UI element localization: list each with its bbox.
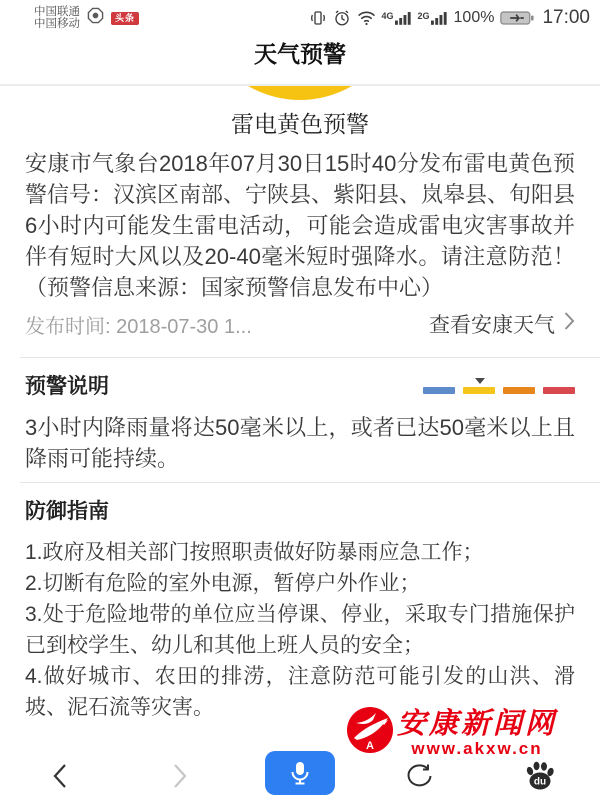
akxw-watermark — [346, 706, 557, 759]
severity-orange-bar — [503, 387, 535, 394]
defense-guide-section — [0, 499, 600, 723]
chevron-right-icon — [172, 763, 188, 792]
view-weather-label: 查看安康天气 — [429, 314, 555, 337]
carrier-1: 中国联通 — [34, 5, 80, 18]
section-divider — [20, 357, 600, 358]
guide-item: 2.切断有危险的室外电源，暂停户外作业； — [25, 572, 421, 595]
clock: 17:00 — [542, 7, 590, 28]
severity-blue-bar — [423, 387, 455, 394]
carrier-2: 中国移动 — [34, 18, 80, 30]
severity-red-bar — [543, 387, 575, 394]
baidu-paw-icon — [524, 761, 556, 794]
vibrate-icon — [309, 9, 327, 27]
guide-heading: 防御指南 — [25, 500, 109, 523]
akxw-site-url: www.akxw.cn — [411, 739, 543, 758]
alarm-icon — [333, 9, 351, 27]
svg-text:A: A — [366, 740, 374, 752]
severity-yellow-bar — [463, 387, 495, 394]
warning-description-section — [0, 374, 600, 474]
microphone-icon — [265, 751, 335, 795]
refresh-icon — [405, 762, 435, 793]
alert-title: 雷电黄色预警 — [231, 111, 369, 137]
carrier-names — [34, 6, 80, 31]
view-weather-link[interactable] — [429, 309, 575, 339]
publish-time: 发布时间: 2018-07-30 1... — [25, 315, 252, 338]
status-bar — [0, 0, 600, 34]
akxw-site-name: 安康新闻网 — [397, 706, 558, 740]
severity-scale — [423, 381, 575, 394]
toutiao-badge-icon: 头条 — [111, 12, 139, 25]
description-heading: 预警说明 — [25, 375, 109, 398]
alert-body: 安康市气象台2018年07月30日15时40分发布雷电黄色预警信号：汉滨区南部、宁陕县、紫阳县、岚皋县、旬阳县6小时内可能发生雷电活动，可能会造成雷电灾害事故并伴有短时大风以及20-40毫米短时强降水。请注意防范！（预警信息来源：国家预警信息发布中心） — [25, 151, 576, 300]
signal-4g-icon: 4G — [382, 10, 412, 26]
chevron-right-icon — [563, 311, 575, 337]
guide-item: 3.处于危险地带的单位应当停课、停业，采取专门措施保护已到校学生、幼儿和其他上班人员的安全； — [25, 603, 575, 657]
description-body: 3小时内降雨量将达50毫米以上，或者已达50毫米以上且降雨可能持续。 — [25, 415, 575, 471]
severity-pointer-icon — [475, 378, 485, 384]
svg-text:du: du — [533, 776, 547, 787]
section-divider — [20, 482, 600, 483]
warning-badge-icon — [197, 86, 403, 100]
page-title: 天气预警 — [254, 41, 346, 67]
battery-percent: 100% — [453, 9, 495, 26]
signal-2g-icon: 2G — [418, 10, 448, 26]
guide-item: 1.政府及相关部门按照职责做好防暴雨应急工作； — [25, 541, 484, 564]
alert-meta-row — [25, 311, 575, 337]
battery-charging-icon — [500, 10, 534, 26]
back-button[interactable] — [0, 763, 120, 792]
wifi-icon — [357, 10, 376, 26]
chevron-left-icon — [52, 763, 68, 792]
voice-search-button[interactable] — [240, 759, 360, 795]
akxw-bird-logo-icon — [346, 706, 394, 759]
notification-octagon-icon — [87, 7, 104, 29]
baidu-button[interactable] — [480, 761, 600, 794]
forward-button[interactable] — [120, 763, 240, 792]
guide-item: 4.做好城市、农田的排涝，注意防范可能引发的山洪、滑坡、泥石流等灾害。 — [25, 665, 575, 719]
refresh-button[interactable] — [360, 762, 480, 793]
browser-toolbar — [0, 754, 600, 800]
